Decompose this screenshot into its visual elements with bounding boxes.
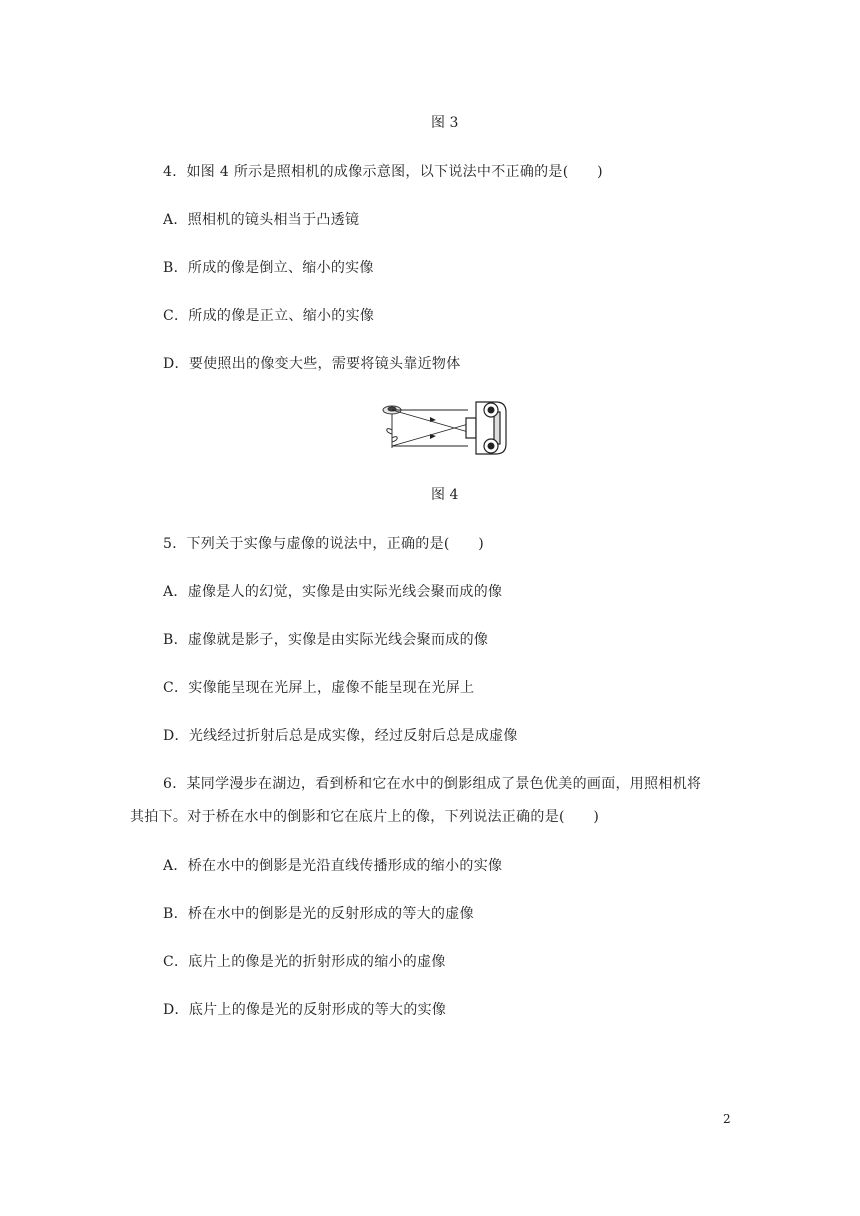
question-4-option-b: B．所成的像是倒立、缩小的实像 (163, 260, 374, 276)
question-6-option-b: B．桥在水中的倒影是光的反射形成的等大的虚像 (163, 906, 474, 922)
question-4-option-d: D．要使照出的像变大些，需要将镜头靠近物体 (163, 356, 461, 372)
question-5-option-b: B．虚像就是影子，实像是由实际光线会聚而成的像 (163, 632, 489, 648)
question-6-stem-line-1: 6．某同学漫步在湖边，看到桥和它在水中的倒影组成了景色优美的画面，用照相机将 (163, 776, 702, 792)
question-6-option-d: D．底片上的像是光的反射形成的等大的实像 (163, 1002, 447, 1018)
page-number: 2 (723, 1112, 731, 1126)
question-6-stem-line-2: 其拍下。对于桥在水中的倒影和它在底片上的像，下列说法正确的是( ) (130, 809, 600, 825)
question-5-stem: 5．下列关于实像与虚像的说法中，正确的是( ) (163, 536, 485, 552)
question-5-option-d: D．光线经过折射后总是成实像，经过反射后总是成虚像 (163, 728, 518, 744)
question-5-option-c: C．实像能呈现在光屏上，虚像不能呈现在光屏上 (163, 680, 475, 696)
question-6-option-a: A．桥在水中的倒影是光沿直线传播形成的缩小的实像 (163, 858, 503, 874)
question-4-option-a: A．照相机的镜头相当于凸透镜 (163, 212, 360, 228)
question-4-option-c: C．所成的像是正立、缩小的实像 (163, 308, 375, 324)
flower-object (383, 406, 401, 448)
question-5-option-a: A．虚像是人的幻觉，实像是由实际光线会聚而成的像 (163, 584, 503, 600)
ray-arrows (430, 417, 436, 439)
figure-4-caption: 图 4 (431, 487, 459, 503)
question-4-stem: 4．如图 4 所示是照相机的成像示意图，以下说法中不正确的是( ) (163, 164, 603, 180)
question-6-option-c: C．底片上的像是光的折射形成的缩小的虚像 (163, 954, 446, 970)
figure-3-caption: 图 3 (431, 115, 459, 131)
camera-imaging-diagram (378, 396, 510, 460)
